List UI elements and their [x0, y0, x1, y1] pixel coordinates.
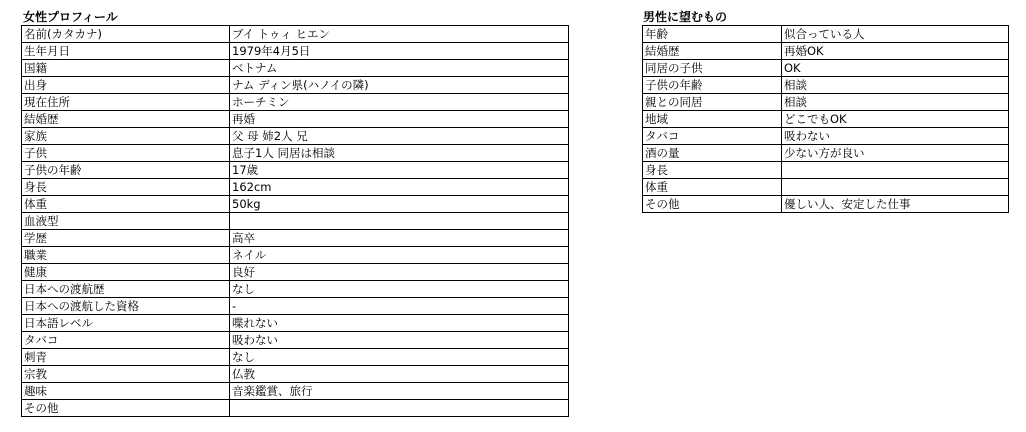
row-value: 吸わない [230, 332, 569, 349]
row-value [230, 400, 569, 417]
row-label: 結婚歴 [22, 111, 230, 128]
table-row [22, 349, 569, 366]
row-value: 吸わない [782, 128, 1009, 145]
row-value: 高卒 [230, 230, 569, 247]
table-row [22, 196, 569, 213]
table-row [22, 77, 569, 94]
row-value: 良好 [230, 264, 569, 281]
row-value: 息子1人 同居は相談 [230, 145, 569, 162]
row-label: 日本への渡航歴 [22, 281, 230, 298]
table-row [22, 43, 569, 60]
table-row [643, 145, 1009, 162]
row-label: 学歴 [22, 230, 230, 247]
table-row [643, 196, 1009, 213]
row-label: 生年月日 [22, 43, 230, 60]
row-value: 似合っている人 [782, 26, 1009, 43]
table-row [22, 179, 569, 196]
table-row [22, 298, 569, 315]
row-label: 子供 [22, 145, 230, 162]
row-value: - [230, 298, 569, 315]
row-label: 宗教 [22, 366, 230, 383]
row-value: ホーチミン [230, 94, 569, 111]
row-value [782, 179, 1009, 196]
row-value: 再婚 [230, 111, 569, 128]
table-row [22, 162, 569, 179]
table-row [22, 332, 569, 349]
table-row [22, 213, 569, 230]
row-value [230, 213, 569, 230]
row-label: 家族 [22, 128, 230, 145]
row-value [782, 162, 1009, 179]
table-row [643, 43, 1009, 60]
male-preferences-title: 男性に望むもの [643, 10, 728, 24]
row-label: 健康 [22, 264, 230, 281]
table-row [22, 26, 569, 43]
male-preferences-table [642, 25, 1009, 213]
row-value: ベトナム [230, 60, 569, 77]
table-row [22, 230, 569, 247]
row-label: 体重 [643, 179, 782, 196]
row-label: 現在住所 [22, 94, 230, 111]
row-value: 優しい人、安定した仕事 [782, 196, 1009, 213]
table-row [643, 162, 1009, 179]
table-row [643, 111, 1009, 128]
row-label: 結婚歴 [643, 43, 782, 60]
female-profile-table [21, 25, 569, 417]
table-row [643, 26, 1009, 43]
row-label: 身長 [22, 179, 230, 196]
row-value: 1979年4月5日 [230, 43, 569, 60]
row-label: 趣味 [22, 383, 230, 400]
row-value: OK [782, 60, 1009, 77]
table-row [22, 247, 569, 264]
row-value: 音楽鑑賞、旅行 [230, 383, 569, 400]
table-row [643, 179, 1009, 196]
table-row [22, 281, 569, 298]
table-row [22, 400, 569, 417]
row-label: 親との同居 [643, 94, 782, 111]
row-value: 相談 [782, 77, 1009, 94]
row-label: 血液型 [22, 213, 230, 230]
row-value: ブイ トゥィ ヒエン [230, 26, 569, 43]
row-value: なし [230, 281, 569, 298]
table-row [22, 315, 569, 332]
row-value: 喋れない [230, 315, 569, 332]
row-label: 出身 [22, 77, 230, 94]
table-row [643, 94, 1009, 111]
table-row [22, 94, 569, 111]
row-label: 子供の年齢 [643, 77, 782, 94]
row-label: 子供の年齢 [22, 162, 230, 179]
row-label: 名前(カタカナ) [22, 26, 230, 43]
row-label: 職業 [22, 247, 230, 264]
row-value: ネイル [230, 247, 569, 264]
table-row [643, 60, 1009, 77]
row-label: 年齢 [643, 26, 782, 43]
row-label: その他 [22, 400, 230, 417]
row-value: 162cm [230, 179, 569, 196]
row-value: どこでもOK [782, 111, 1009, 128]
row-label: 身長 [643, 162, 782, 179]
row-value: 仏教 [230, 366, 569, 383]
row-label: タバコ [643, 128, 782, 145]
row-label: 体重 [22, 196, 230, 213]
table-row [22, 145, 569, 162]
row-value: 父 母 姉2人 兄 [230, 128, 569, 145]
row-label: 刺青 [22, 349, 230, 366]
row-label: 地域 [643, 111, 782, 128]
table-row [22, 111, 569, 128]
row-label: 酒の量 [643, 145, 782, 162]
row-value: 50kg [230, 196, 569, 213]
table-row [643, 77, 1009, 94]
table-row [22, 128, 569, 145]
table-row [643, 128, 1009, 145]
row-value: ナム ディン県(ハノイの隣) [230, 77, 569, 94]
row-label: 日本への渡航した資格 [22, 298, 230, 315]
row-value: 17歳 [230, 162, 569, 179]
row-label: その他 [643, 196, 782, 213]
row-value: 再婚OK [782, 43, 1009, 60]
table-row [22, 60, 569, 77]
row-value: 相談 [782, 94, 1009, 111]
row-value: 少ない方が良い [782, 145, 1009, 162]
female-profile-title: 女性プロフィール [23, 10, 118, 24]
table-row [22, 383, 569, 400]
row-label: 日本語レベル [22, 315, 230, 332]
table-row [22, 264, 569, 281]
row-label: 同居の子供 [643, 60, 782, 77]
row-label: 国籍 [22, 60, 230, 77]
table-row [22, 366, 569, 383]
row-value: なし [230, 349, 569, 366]
row-label: タバコ [22, 332, 230, 349]
